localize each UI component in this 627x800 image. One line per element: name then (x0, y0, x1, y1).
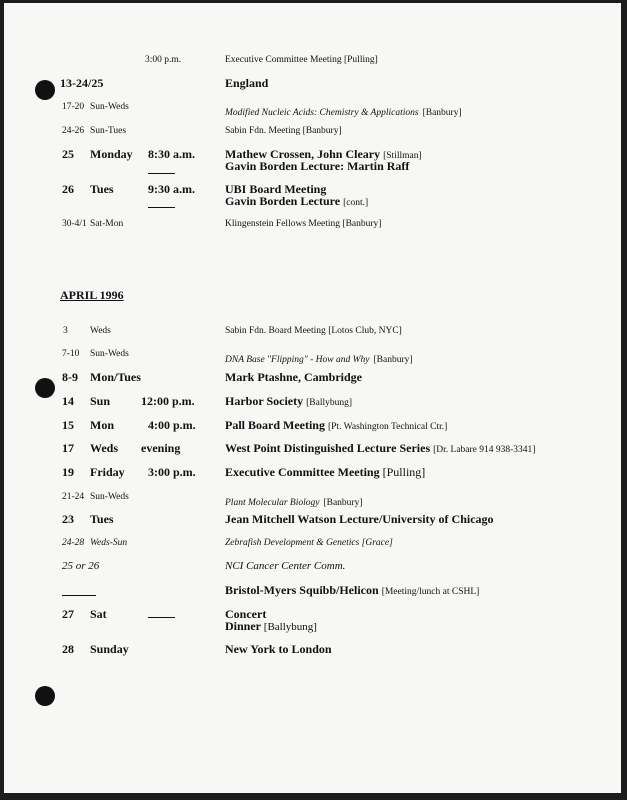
event-day: Monday (90, 147, 133, 161)
event-date: 27 (62, 607, 74, 621)
event-title: DNA Base "Flipping" - How and Why [Banbury] (225, 355, 413, 365)
event-date: 24-26 (62, 126, 85, 136)
event-date: 13-24/25 (60, 76, 104, 90)
binder-hole-top (35, 80, 55, 100)
binder-hole-middle (35, 378, 55, 398)
event-date: 21-24 (62, 492, 85, 502)
event-title: Mark Ptashne, Cambridge (225, 370, 362, 384)
event-title: UBI Board Meeting (225, 182, 327, 196)
event-day: Weds (90, 326, 111, 336)
event-date: 19 (62, 465, 74, 479)
event-time: 3:00 p.m. (145, 55, 182, 65)
event-day: Sun-Weds (90, 349, 129, 359)
event-title: Jean Mitchell Watson Lecture/University of Chicago (225, 512, 494, 526)
divider-line (62, 595, 96, 596)
month-heading: APRIL 1996 (60, 288, 124, 302)
event-title: Executive Committee Meeting [Pulling] (225, 55, 378, 65)
binder-hole-bottom (35, 686, 55, 706)
event-date: 8-9 (62, 370, 78, 384)
event-title: NCI Cancer Center Comm. (225, 560, 346, 572)
event-time: 9:30 a.m. (148, 182, 195, 196)
event-title: Pall Board Meeting [Pt. Washington Technical Ctr.] (225, 418, 448, 432)
event-day: Sunday (90, 642, 129, 656)
event-date: 24-28 (62, 538, 85, 548)
event-day: Sat-Mon (90, 219, 124, 229)
divider-line (148, 617, 175, 618)
event-day: Weds-Sun (90, 538, 128, 548)
event-date: 25 or 26 (62, 560, 100, 572)
event-date: 28 (62, 642, 74, 656)
event-day: Weds (90, 441, 119, 455)
event-title: West Point Distinguished Lecture Series [Dr. Labare 914 938-3341] (225, 441, 536, 455)
event-title: Gavin Borden Lecture: Martin Raff (225, 159, 410, 173)
divider-line (148, 207, 175, 208)
event-time: evening (141, 441, 181, 455)
event-day: Mon (90, 418, 114, 432)
event-title: Harbor Society [Ballybung] (225, 394, 353, 408)
event-day: Mon/Tues (90, 370, 141, 384)
event-time: 12:00 p.m. (141, 394, 195, 408)
event-title: Bristol-Myers Squibb/Helicon [Meeting/lunch at CSHL] (225, 583, 480, 597)
event-title: Plant Molecular Biology [Banbury] (225, 498, 363, 508)
event-date: 23 (62, 512, 74, 526)
event-title: England (225, 76, 269, 90)
event-title: New York to London (225, 642, 332, 656)
event-title: Zebrafish Development & Genetics [Grace] (225, 538, 393, 548)
event-title: Dinner [Ballybung] (225, 619, 317, 633)
event-day: Sat (90, 607, 107, 621)
event-date: 17 (62, 441, 74, 455)
event-title: Gavin Borden Lecture [cont.] (225, 194, 369, 208)
event-date: 3 (63, 326, 68, 336)
event-title: Modified Nucleic Acids: Chemistry & Applications [Banbury] (225, 108, 462, 118)
event-date: 30-4/1 (62, 219, 87, 229)
event-title: Mathew Crossen, John Cleary [Stillman] (225, 147, 422, 161)
event-day: Sun (90, 394, 111, 408)
event-title: Executive Committee Meeting [Pulling] (225, 465, 426, 479)
event-title: Klingenstein Fellows Meeting [Banbury] (225, 219, 382, 229)
event-day: Sun-Tues (90, 126, 127, 136)
event-time: 3:00 p.m. (148, 465, 196, 479)
event-time: 4:00 p.m. (148, 418, 196, 432)
event-date: 14 (62, 394, 74, 408)
event-day: Tues (90, 182, 114, 196)
event-title: Concert (225, 607, 267, 621)
event-day: Tues (90, 512, 114, 526)
event-date: 15 (62, 418, 74, 432)
event-day: Friday (90, 465, 125, 479)
event-time: 8:30 a.m. (148, 147, 195, 161)
event-date: 25 (62, 147, 74, 161)
event-date: 7-10 (62, 349, 80, 359)
event-date: 26 (62, 182, 74, 196)
event-title: Sabin Fdn. Meeting [Banbury] (225, 126, 342, 136)
event-day: Sun-Weds (90, 102, 129, 112)
divider-line (148, 173, 175, 174)
event-date: 17-20 (62, 102, 85, 112)
event-title: Sabin Fdn. Board Meeting [Lotos Club, NYC] (225, 326, 402, 336)
event-day: Sun-Weds (90, 492, 129, 502)
calendar-page (4, 3, 621, 793)
